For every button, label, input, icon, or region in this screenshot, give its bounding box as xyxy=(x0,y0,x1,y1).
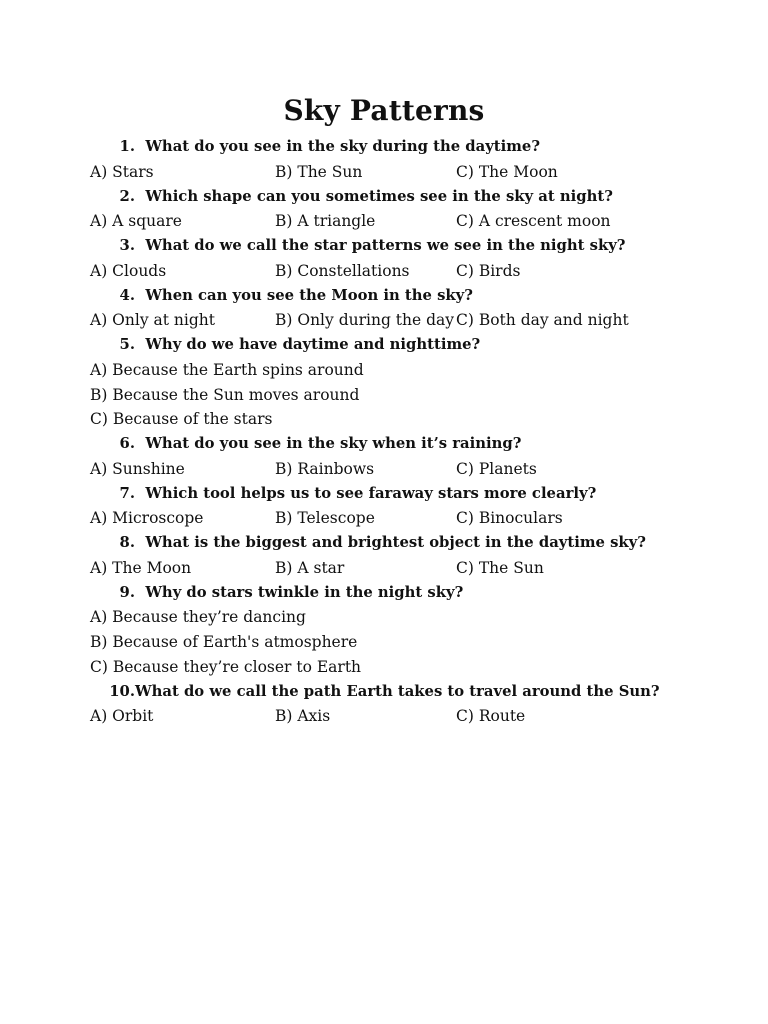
option-a: A) Sunshine xyxy=(90,459,185,478)
answer-options-2 xyxy=(90,209,750,234)
question-6 xyxy=(90,432,750,457)
option-b: B) Axis xyxy=(275,707,331,726)
option-c: C) Planets xyxy=(456,459,537,478)
question-1 xyxy=(90,135,750,160)
option-c: C) The Moon xyxy=(456,162,558,181)
option-a: A) The Moon xyxy=(90,558,192,577)
question-number: 2. xyxy=(119,187,135,205)
option-c: C) A crescent moon xyxy=(456,212,611,231)
option-b: B) Because of Earth's atmosphere xyxy=(90,633,358,651)
option-a: A) Microscope xyxy=(90,509,204,528)
option-b: B) The Sun xyxy=(275,162,363,181)
option-a: A) Because the Earth spins around xyxy=(90,360,364,379)
option-a: A) A square xyxy=(90,212,182,231)
question-number: 10. xyxy=(109,682,135,700)
question-number: 9. xyxy=(119,583,135,601)
question-4 xyxy=(90,284,750,309)
option-b: B) A triangle xyxy=(275,212,376,231)
option-a: A) Stars xyxy=(90,162,154,181)
option-c: C) Both day and night xyxy=(456,311,629,330)
question-2 xyxy=(90,185,750,210)
question-text: Which tool helps us to see faraway stars more clearly? xyxy=(145,484,597,502)
page-title: Sky Patterns xyxy=(283,94,485,127)
question-10 xyxy=(90,680,750,705)
question-3 xyxy=(90,234,750,259)
option-b: B) Because the Sun moves around xyxy=(90,385,360,404)
question-5 xyxy=(90,333,750,358)
question-7 xyxy=(90,482,750,507)
question-text: Why do we have daytime and nighttime? xyxy=(145,336,481,353)
option-a: A) Only at night xyxy=(90,311,215,330)
answer-options-4 xyxy=(90,308,750,333)
question-text: What do we call the star patterns we see in the night sky? xyxy=(145,237,626,254)
question-text: When can you see the Moon in the sky? xyxy=(145,286,473,304)
question-9 xyxy=(90,581,750,606)
option-b: B) Only during the day xyxy=(275,311,455,330)
option-b: B) Constellations xyxy=(275,261,410,280)
option-c: C) The Sun xyxy=(456,558,544,577)
question-number: 8. xyxy=(119,534,135,551)
question-number: 5. xyxy=(119,336,135,353)
question-text: Which shape can you sometimes see in the sky at night? xyxy=(145,187,613,205)
question-number: 3. xyxy=(119,237,135,254)
question-text: Why do stars twinkle in the night sky? xyxy=(145,583,464,601)
option-a: A) Because they’re dancing xyxy=(90,608,306,627)
question-number: 4. xyxy=(119,286,135,304)
question-list xyxy=(90,135,750,729)
question-text: What is the biggest and brightest object in the daytime sky? xyxy=(145,534,646,551)
option-c: C) Binoculars xyxy=(456,509,563,528)
answer-options-3 xyxy=(90,259,750,284)
question-text: What do we call the path Earth takes to travel around the Sun? xyxy=(135,682,660,700)
answer-options-8 xyxy=(90,556,750,581)
option-c: C) Because of the stars xyxy=(90,410,273,429)
question-number: 7. xyxy=(119,484,135,502)
option-b: B) A star xyxy=(275,558,345,577)
option-b: B) Rainbows xyxy=(275,459,375,478)
option-c: C) Because they’re closer to Earth xyxy=(90,657,362,676)
question-8 xyxy=(90,531,750,556)
question-text: What do you see in the sky when it’s raining? xyxy=(145,435,522,452)
option-c: C) Route xyxy=(456,707,526,726)
option-c: C) Birds xyxy=(456,261,521,280)
answer-options-6 xyxy=(90,457,750,482)
answer-options-1 xyxy=(90,160,750,185)
question-number: 1. xyxy=(119,138,135,155)
option-a: A) Clouds xyxy=(90,261,167,280)
option-a: A) Orbit xyxy=(90,707,154,726)
question-text: What do you see in the sky during the daytime? xyxy=(145,138,541,155)
answer-options-7 xyxy=(90,506,750,531)
option-b: B) Telescope xyxy=(275,509,375,528)
question-number: 6. xyxy=(119,435,135,452)
answer-options-10 xyxy=(90,704,750,729)
